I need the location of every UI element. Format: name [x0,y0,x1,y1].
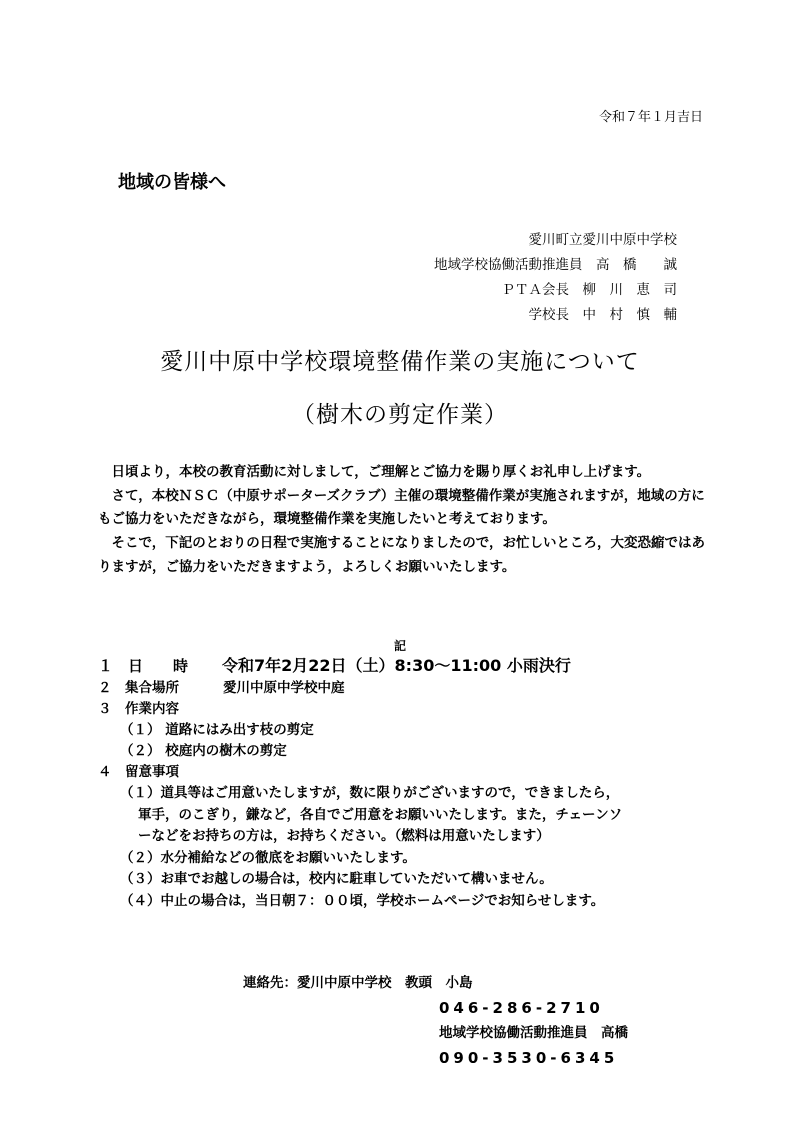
document-title: 愛川中原中学校環境整備作業の実施について [160,349,640,375]
contact-block [243,971,628,1071]
detail-label: １ 日 時 [98,657,189,675]
paragraph: そこで，下記のとおりの日程で実施することになりましたので，お忙しいところ，大変恐縮ではありますが，ご協力をいただきますよう，よろしくお願いいたします。 [98,535,705,575]
body-text [98,461,710,580]
work-item: （１） 道路にはみ出す枝の剪定 [120,722,314,738]
work-item: （２） 校庭内の樹木の剪定 [120,743,287,759]
note-line: （４）中止の場合は，当日朝７：００頃，学校ホームページでお知らせします。 [120,892,605,909]
sender-block [434,228,677,328]
note-line: （１）道具等はご用意いたしますが，数に限りがございますので，できましたら， [120,785,620,801]
contact-phone: 046-286-2710 [439,999,604,1017]
sender-school: 愛川町立愛川中原中学校 [528,232,677,248]
note-line: 軍手，のこぎり，鎌など，各自でご用意をお願いいたします。また，チェーンソ [138,806,623,823]
detail-work-label: ３ 作業内容 [98,701,179,717]
contact-phone: 090-3530-6345 [439,1049,619,1067]
contact-line: 地域学校協働活動推進員 高橋 [439,1025,628,1041]
sender-coordinator: 地域学校協働活動推進員 高 橋 誠 [434,257,677,273]
note-line: （２）水分補給などの徹底をお願いいたします。 [120,849,416,866]
detail-value: 愛川中原中学校中庭 [223,680,345,696]
notes-list [98,783,718,912]
paragraph: 日頃より，本校の教育活動に対しまして，ご理解とご協力を賜り厚くお礼申し上げます。 [111,464,651,480]
note-line: ーなどをお持ちの方は，お持ちください。（燃料は用意いたします） [138,828,550,844]
document-subtitle: （樹木の剪定作業） [292,402,508,428]
paragraph: さて，本校ＮＳＣ（中原サポーターズクラブ）主催の環境整備作業が実施されますが，地域の方にもご協力をいただきながら，環境整備作業を実施したいと考えております。 [98,487,705,528]
ki-heading: 記 [393,639,406,653]
detail-label: ２ 集合場所 [98,680,179,696]
sender-pta-chair: ＰＴＡ会長 柳 川 恵 司 [501,282,677,298]
note-line: （３）お車でお越しの場合は，校内に駐車していただいて構いません。 [120,871,553,887]
detail-notes-label: ４ 留意事項 [98,764,179,780]
sender-principal: 学校長 中 村 慎 輔 [528,307,677,323]
detail-value: 令和7年2月22日（土）8:30～11:00 小雨決行 [222,656,571,675]
addressee: 地域の皆様へ [118,172,226,193]
contact-line: 連絡先：愛川中原中学校 教頭 小島 [243,975,473,991]
detail-datetime [98,654,718,678]
detail-location [98,678,718,699]
document-date: 令和７年１月吉日 [598,110,703,125]
details-list [98,654,718,912]
